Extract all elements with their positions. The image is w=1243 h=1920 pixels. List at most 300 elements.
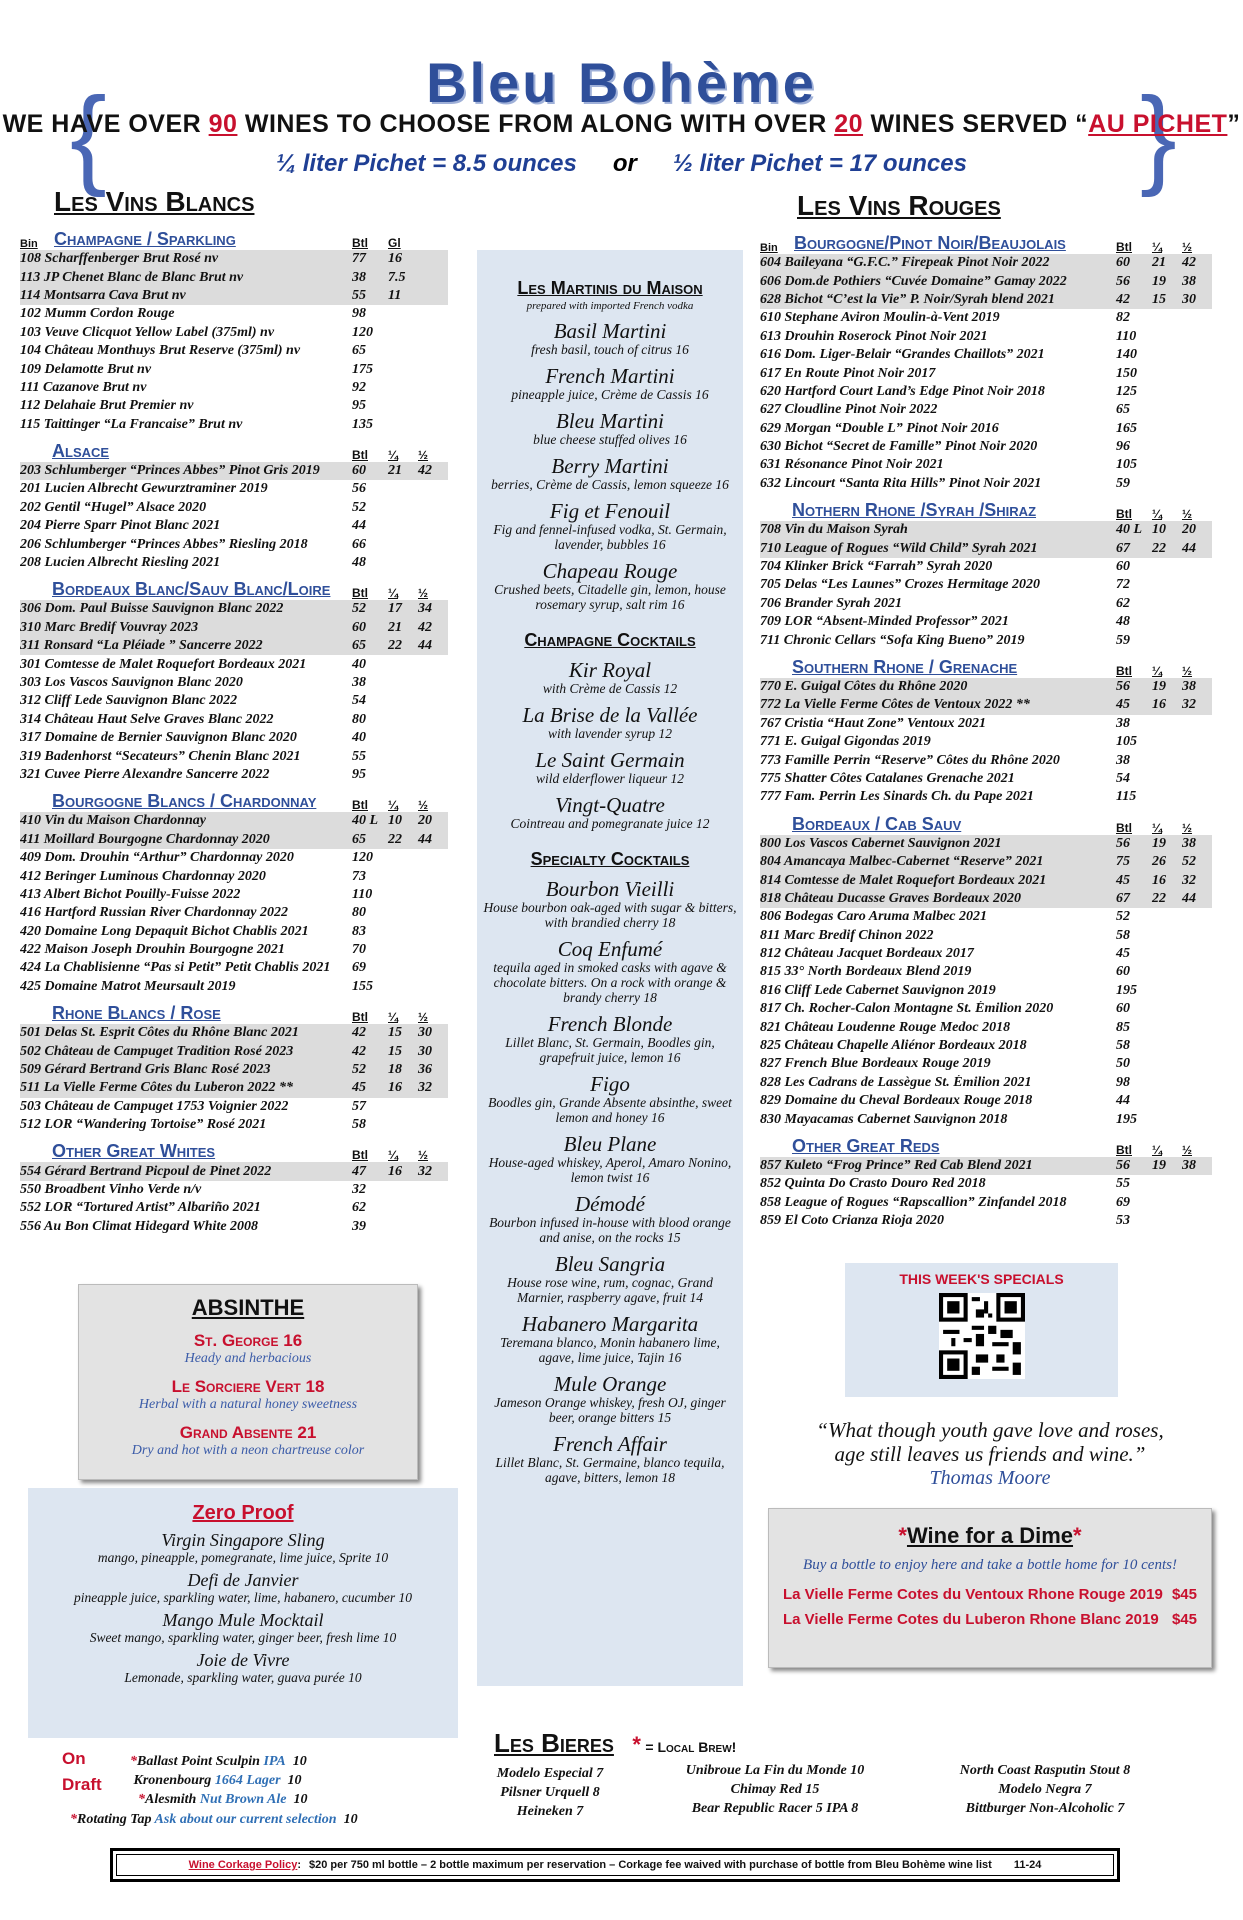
wine-name: 859 El Coto Crianza Rioja 2020 [760,1213,944,1229]
drink-name: Kir Royal [568,658,652,682]
bottle-price: 62 [1116,595,1130,611]
drink-desc: tequila aged in smoked casks with agave & chocolate bitters. On a rock with orange & brandy cherry 18 [493,960,727,1005]
col-header: Btl [352,1010,368,1025]
wine-category: Rhone Blancs / Rose [52,1003,221,1024]
drink-name: Coq Enfumé [557,937,663,961]
wine-name: 704 Klinker Brick “Farrah” Syrah 2020 [760,559,993,575]
col-header: ¼ [388,586,399,601]
wine-name: 606 Dom.de Pothiers “Cuvée Domaine” Gamay 2022 [760,273,1067,289]
bottle-price: 60 [352,463,366,479]
bottle-price: 42 [352,1025,366,1041]
drink-desc: Lillet Blanc, St. Germaine, blanco tequila, agave, bitters, lemon 18 [495,1455,725,1485]
wine-name: 857 Kuleto “Frog Prince” Red Cab Blend 2021 [760,1157,1033,1173]
bottle-price: 59 [1116,475,1130,491]
wine-row [20,1024,448,1042]
wine-name: 301 Comtesse de Malet Roquefort Bordeaux 2021 [20,656,307,672]
bottle-price: 38 [352,269,366,285]
bottle-price: 45 [1116,872,1130,888]
qr-code-icon[interactable] [939,1293,1025,1379]
drink-item [477,410,743,447]
wine-row [20,397,448,415]
wine-row [760,309,1212,327]
bottle-price: 56 [352,481,366,497]
bottle-price: 55 [1116,1176,1130,1192]
wine-name: 800 Los Vascos Cabernet Sauvignon 2021 [760,835,1002,851]
absinthe-name: Grand Absente 21 [179,1423,317,1442]
half-price: 32 [418,1080,432,1096]
bottle-price: 58 [352,1117,366,1133]
drink-desc: with Crème de Cassis 12 [542,681,678,696]
wine-row [20,462,448,480]
half-price: 30 [1182,291,1196,307]
bottle-price: 52 [1116,909,1130,925]
wine-row [20,535,448,553]
quarter-price: 22 [388,638,402,654]
drink-name: Mule Orange [553,1372,667,1396]
half-price: 34 [418,601,432,617]
wine-category: Other Great Reds [792,1135,940,1156]
absinthe-desc: Herbal with a natural honey sweetness [138,1397,358,1412]
drink-name: Chapeau Rouge [542,559,678,583]
drink-desc: blue cheese stuffed olives 16 [533,432,687,447]
wine-name: 422 Maison Joseph Drouhin Bourgogne 2021 [20,942,285,958]
drink-item [477,1373,743,1425]
half-price: 30 [418,1025,432,1041]
bottle-price: 65 [352,343,366,359]
drink-name: Le Saint Germain [535,748,685,772]
left-brace-icon: { [70,75,107,198]
quarter-price: 21 [388,619,402,635]
half-price: 44 [1182,890,1196,906]
wine-row [20,1061,448,1079]
drink-desc: berries, Crème de Cassis, lemon squeeze 16 [491,477,729,492]
champagne-cocktails-title: Champagne Cocktails [524,630,696,650]
wine-name: 206 Schlumberger “Princes Abbes” Riesling 2018 [20,536,308,552]
wine-name: 812 Château Jacquet Bordeaux 2017 [760,946,974,962]
bottle-price: 195 [1116,1111,1137,1127]
quarter-price: 16 [388,1080,402,1096]
wine-row [20,1042,448,1060]
col-header: ¼ [388,447,399,462]
mocktail-desc: pineapple juice, sparkling water, lime, habanero, cucumber 10 [73,1590,413,1605]
bottle-price: 48 [352,555,366,571]
wine-category: Alsace [52,440,110,461]
wine-row [20,480,448,498]
wine-row [20,867,448,885]
col-header: ½ [418,586,429,601]
wine-name: 550 Broadbent Vinho Verde n/v [20,1181,202,1197]
wine-name: 420 Domaine Long Depaquit Bichot Chablis 2021 [20,923,309,939]
local-star-icon: * [632,1732,641,1757]
col-header: ¼ [388,1148,399,1163]
wine-row [760,982,1212,1000]
wine-for-a-dime-box [768,1508,1212,1668]
drink-desc: Jameson Orange whiskey, fresh OJ, ginger beer, orange bitters 15 [494,1395,726,1425]
wine-name: 631 Résonance Pinot Noir 2021 [760,457,944,473]
quarter-price: 26 [1152,854,1166,870]
half-price: 32 [1182,872,1196,888]
half-price: 30 [418,1043,432,1059]
wine-dime-title: *Wine for a Dime* [898,1523,1082,1548]
bin-label: Bin [760,242,778,254]
red-wine-list [760,226,1212,1230]
quarter-price: 15 [388,1043,402,1059]
wine-row [20,324,448,342]
wine-name: 767 Cristia “Haut Zone” Ventoux 2021 [760,715,986,731]
bottle-price: 56 [1116,679,1130,694]
bottle-price: 60 [1116,964,1130,980]
wine-row [760,835,1212,853]
half-price: 20 [418,813,432,829]
wine-row [20,360,448,378]
wine-name: 319 Badenhorst “Secateurs” Chenin Blanc 2021 [20,748,301,764]
wine-row [20,416,448,434]
wine-name: 413 Albert Bichot Pouilly-Fuisse 2022 [20,886,241,902]
wine-row [20,831,448,849]
quarter-price: 15 [388,1025,402,1041]
bottle-price: 92 [352,379,366,395]
bottle-price: 55 [352,748,366,764]
wine-row [20,692,448,710]
specialty-cocktails-list [477,878,743,1485]
wine-row [20,554,448,572]
on-draft-label: On Draft [62,1749,102,1794]
drink-item [477,455,743,492]
wine-row [760,1194,1212,1212]
wine-name: 509 Gérard Bertrand Gris Blanc Rosé 2023 [20,1062,271,1078]
bottle-price: 60 [352,619,366,635]
quarter-price: 22 [1152,890,1166,906]
wine-category: Other Great Whites [52,1141,216,1162]
drink-desc: pineapple juice, Crème de Cassis 16 [511,387,709,402]
mocktail-name: Mango Mule Mocktail [162,1610,324,1630]
quarter-price: 16 [1152,872,1166,888]
half-price: 38 [1182,679,1196,694]
bottle-price: 45 [1116,697,1130,713]
bottle-price: 80 [352,711,366,727]
wine-row [760,1037,1212,1055]
wine-category: Bordeaux Blanc/Sauv Blanc/Loire [52,579,331,600]
wine-row [20,766,448,784]
wine-name: 104 Château Monthuys Brut Reserve (375ml) nv [20,343,301,359]
wine-section-header [20,998,448,1024]
draft-item: Kronenbourg 1664 Lager 10 [133,1773,302,1788]
wine-row [20,1181,448,1199]
bottle-beer: Modelo Especial 7 [496,1766,604,1781]
bottle-price: 110 [1116,328,1137,344]
bottle-price: 67 [1116,540,1130,556]
col-header: ½ [418,447,429,462]
wine-row [760,908,1212,926]
drink-desc: House-aged whiskey, Aperol, Amaro Nonino, lemon twist 16 [488,1155,732,1185]
wine-dime-desc: Buy a bottle to enjoy here and take a bottle home for 10 cents! [803,1557,1177,1573]
wine-row [20,517,448,535]
wine-name: 102 Mumm Cordon Rouge [20,306,175,322]
wine-row [760,521,1212,539]
bottle-price: 65 [352,831,366,847]
bottle-price: 77 [352,251,366,267]
wine-row [760,328,1212,346]
wine-name: 115 Taittinger “La Francaise” Brut nv [20,416,243,432]
wine-row [760,272,1212,290]
wine-name: 201 Lucien Albrecht Gewurztraminer 2019 [20,481,268,497]
reds-title: Les Vins Rouges [797,190,1001,221]
half-price: 20 [1182,522,1196,538]
martinis-title: Les Martinis du Maison [517,278,703,298]
quote-line-2: age still leaves us friends and wine.” [834,1442,1146,1466]
drink-item [477,1313,743,1365]
quarter-price: 16 [388,251,402,267]
wine-row [20,959,448,977]
beers-title: Les Bieres [494,1728,614,1758]
wine-row [20,287,448,305]
wine-name: 410 Vin du Maison Chardonnay [20,813,206,829]
bottle-price: 155 [352,978,373,994]
drink-name: French Affair [553,1432,667,1456]
bottle-beer: North Coast Rasputin Stout 8 [959,1763,1131,1778]
bottle-price: 195 [1116,982,1137,998]
wine-name: 828 Les Cadrans de Lassègue St. Émilion 2021 [760,1074,1032,1090]
drink-desc: with lavender syrup 12 [547,726,673,741]
bottle-price: 83 [352,923,366,939]
draft-item-rotating: *Rotating Tap Ask about our current selection 10 [70,1812,358,1827]
corkage-policy-text: $20 per 750 ml bottle – 2 bottle maximum per reservation – Corkage fee waived with purchase of bottle from Bleu Bohème wine list [309,1859,992,1871]
wine-row [760,254,1212,272]
wine-name: 303 Los Vascos Sauvignon Blanc 2020 [20,675,243,690]
wine-row [20,904,448,922]
wine-row [20,1079,448,1097]
bottle-price: 120 [352,324,373,340]
wine-row [760,438,1212,456]
col-header: Btl [352,586,368,601]
wine-row [760,871,1212,889]
wine-row [760,678,1212,696]
wine-section-header [760,652,1212,678]
col-header: ½ [1182,663,1193,678]
wine-row [20,637,448,655]
col-header: Btl [352,1148,368,1163]
drink-name: Fig et Fenouil [549,499,671,523]
wine-category: Nothern Rhone /Syrah /Shiraz [792,500,1037,521]
bottle-price: 96 [1116,439,1130,455]
half-price: 42 [1182,255,1196,271]
drink-item [477,878,743,930]
col-header: ¼ [388,798,399,813]
wine-row [760,1000,1212,1018]
quarter-price: 19 [1152,679,1166,694]
wine-category: Bourgogne/Pinot Noir/Beaujolais [794,233,1066,253]
drink-desc: House rose wine, rum, cognac, Grand Marnier, raspberry agave, fruit 14 [507,1275,713,1305]
bottle-price: 56 [1116,273,1130,289]
wine-row [760,595,1212,613]
wine-row [20,711,448,729]
wine-name: 627 Cloudline Pinot Noir 2022 [760,402,938,418]
wine-name: 613 Drouhin Roserock Pinot Noir 2021 [760,328,988,344]
drink-name: French Martini [545,364,675,388]
wine-dime-offer-2: La Vielle Ferme Cotes du Luberon Rhone Blanc 2019 $45 [783,1611,1197,1628]
wine-row [20,600,448,618]
wine-name: 815 33° North Bordeaux Blend 2019 [760,964,972,980]
bottle-beer: Modelo Negra 7 [998,1782,1092,1797]
wine-name: 632 Lincourt “Santa Rita Hills” Pinot Noir 2021 [760,475,1042,491]
col-header: Btl [1116,820,1132,835]
wine-row [20,499,448,517]
wine-name: 629 Morgan “Double L” Pinot Noir 2016 [760,420,999,436]
wine-row [760,475,1212,493]
absinthe-list [79,1331,417,1459]
bottle-price: 69 [352,960,366,976]
wine-name: 821 Château Loudenne Rouge Medoc 2018 [760,1019,1011,1035]
wine-row [20,342,448,360]
drink-item [477,794,743,831]
half-price: 32 [1182,697,1196,713]
wine-row [760,788,1212,806]
wine-name: 709 LOR “Absent-Minded Professor” 2021 [760,614,1009,630]
wine-section-header [20,224,448,250]
bottle-price: 140 [1116,347,1137,363]
wine-name: 103 Veuve Clicquot Yellow Label (375ml) nv [20,324,275,340]
wine-name: 772 La Vielle Ferme Côtes de Ventoux 2022 ** [760,697,1030,713]
wine-row [20,619,448,637]
drink-desc: Cointreau and pomegranate juice 12 [510,816,710,831]
drink-name: Bleu Martini [556,409,664,433]
wine-name: 775 Shatter Côtes Catalanes Grenache 2021 [760,770,1015,786]
bottle-beer: Pilsner Urquell 8 [500,1785,600,1800]
wine-section-header [760,495,1212,521]
restaurant-title: Bleu Bohème [426,51,817,114]
wine-name: 317 Domaine de Bernier Sauvignon Blanc 2020 [20,730,297,746]
mocktail-name: Joie de Vivre [196,1650,290,1670]
wine-name: 204 Pierre Sparr Pinot Blanc 2021 [20,518,221,534]
half-price: 36 [418,1062,432,1078]
wine-name: 314 Château Haut Selve Graves Blanc 2022 [20,711,274,727]
wine-name: 552 LOR “Tortured Artist” Albariño 2021 [20,1200,261,1216]
wine-row [760,401,1212,419]
wine-row [760,1055,1212,1073]
wine-row [760,1212,1212,1230]
wine-name: 409 Dom. Drouhin “Arthur” Chardonnay 2020 [20,850,294,866]
wine-name: 706 Brander Syrah 2021 [760,595,902,611]
wine-name: 816 Cliff Lede Cabernet Sauvignon 2019 [760,982,996,998]
bottle-price: 60 [1116,1001,1130,1017]
col-header: ½ [1182,820,1193,835]
wine-section-header [20,574,448,600]
drink-desc: fresh basil, touch of citrus 16 [531,342,689,357]
wine-category: Bourgogne Blancs / Chardonnay [52,791,317,812]
col-header: ½ [1182,240,1193,254]
bottle-price: 69 [1116,1194,1130,1210]
wine-row [760,751,1212,769]
wine-row [20,305,448,323]
drink-name: Bourbon Vieilli [545,877,675,901]
drink-item [477,659,743,696]
drink-desc: Crushed beets, Citadelle gin, lemon, house rosemary syrup, salt rim 16 [494,582,726,612]
wine-name: 202 Gentil “Hugel” Alsace 2020 [20,499,207,515]
drink-name: Berry Martini [551,454,669,478]
zero-proof-title: Zero Proof [192,1502,294,1524]
bottle-price: 47 [352,1163,366,1179]
quarter-price: 10 [388,813,402,829]
bottle-price: 150 [1116,365,1137,381]
wine-name: 777 Fam. Perrin Les Sinards Ch. du Pape 2021 [760,789,1034,805]
wine-name: 616 Dom. Liger-Belair “Grandes Chaillots” 2021 [760,347,1045,363]
wine-row [20,655,448,673]
wine-row [760,420,1212,438]
mocktail-name: Defi de Janvier [187,1570,299,1590]
bottle-price: 53 [1116,1213,1130,1229]
quote [790,1418,1190,1490]
wine-section-header [20,436,448,462]
quarter-price: 22 [388,831,402,847]
wine-name: 708 Vin du Maison Syrah [760,522,908,538]
bottle-price: 38 [1116,715,1130,731]
wine-row [20,1199,448,1217]
bottle-price: 105 [1116,457,1137,473]
bottle-price: 38 [1116,752,1130,768]
specials-box [845,1263,1118,1397]
wine-name: 311 Ronsard “La Pléiade ” Sancerre 2022 [20,638,263,654]
bottle-price: 80 [352,905,366,921]
absinthe-title: ABSINTHE [191,1295,305,1320]
wine-name: 811 Marc Bredif Chinon 2022 [760,927,934,943]
wine-name: 814 Comtesse de Malet Roquefort Bordeaux 2021 [760,872,1047,888]
wine-row [20,1162,448,1180]
draft-item: *Alesmith Nut Brown Ale 10 [138,1792,308,1807]
wine-name: 114 Montsarra Cava Brut nv [20,287,186,303]
wine-row [20,379,448,397]
drink-desc: Teremana blanco, Monin habanero lime, agave, lime juice, Tajin 16 [500,1335,720,1365]
cocktail-panel [477,250,743,1686]
drink-desc: Boodles gin, Grande Absente absinthe, sweet lemon and honey 16 [488,1095,732,1125]
beers-header [494,1728,736,1759]
bottle-price: 45 [1116,946,1130,962]
wine-name: 604 Baileyana “G.F.C.” Firepeak Pinot Noir 2022 [760,255,1050,271]
wine-row [760,770,1212,788]
wine-row [760,558,1212,576]
drink-desc: Fig and fennel-infused vodka, St. Germain, lavender, bubbles 16 [493,522,727,552]
bottle-price: 55 [352,287,366,303]
corkage-policy: Wine Corkage Policy: $20 per 750 ml bottle – 2 bottle maximum per reservation – Corkage fee waived with purchase of bottle from Bleu Bohème wine list 11-24 [110,1848,1120,1882]
wine-section-header [20,786,448,812]
col-header: Btl [1116,663,1132,678]
bottle-beers-col-3 [920,1761,1170,1818]
drink-name: Démodé [575,1192,645,1216]
quarter-price: 21 [388,463,402,479]
martinis-list [477,320,743,612]
col-header: Btl [352,236,368,250]
bottle-price: 82 [1116,310,1130,326]
wine-section-header [760,809,1212,835]
wine-name: 425 Domaine Matrot Meursault 2019 [20,978,236,994]
quarter-price: 19 [1152,273,1166,289]
wine-row [760,364,1212,382]
mocktail-desc: Lemonade, sparkling water, guava purée 10 [124,1670,362,1685]
bottle-price: 115 [1116,789,1137,805]
wine-row [760,456,1212,474]
bottle-price: 60 [1116,559,1130,575]
bottle-price: 40 [352,656,366,672]
wine-row [20,268,448,286]
col-header: ½ [1182,1142,1193,1157]
bottle-price: 67 [1116,890,1130,906]
wine-name: 512 LOR “Wandering Tortoise” Rosé 2021 [20,1117,267,1133]
martinis-subtitle: prepared with imported French vodka [526,300,694,312]
wine-row [760,733,1212,751]
drink-desc: House bourbon oak-aged with sugar & bitters, with brandied cherry 18 [483,900,737,930]
bottle-price: 85 [1116,1019,1130,1035]
bottle-price: 165 [1116,420,1137,436]
drink-name: La Brise de la Vallée [522,703,698,727]
